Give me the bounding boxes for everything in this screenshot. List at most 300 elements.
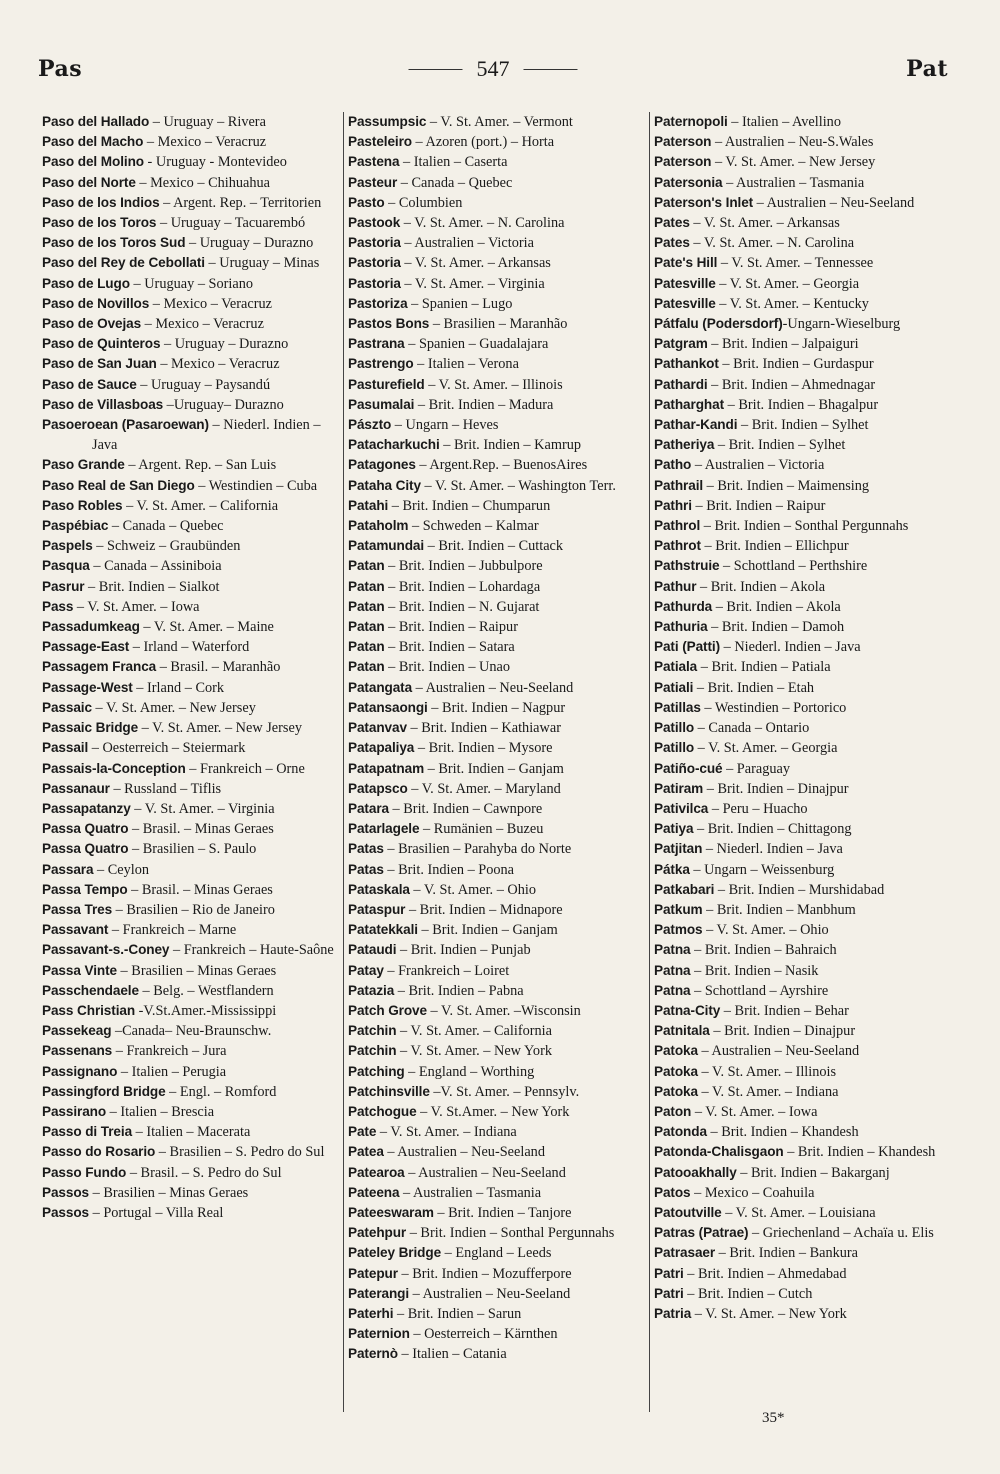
- entry-headword: Pasteur: [348, 174, 398, 190]
- gazetteer-entry: [348, 536, 644, 556]
- gazetteer-entry: [42, 213, 338, 233]
- gazetteer-entry: [42, 1041, 338, 1061]
- entry-location: – V. St. Amer. – New York: [396, 1043, 552, 1060]
- gazetteer-entry: [42, 597, 338, 617]
- entry-location: – V. St. Amer. – Arkansas: [689, 215, 840, 232]
- entry-headword: Patonda-Chalisgaon: [654, 1144, 784, 1160]
- gazetteer-entry: [42, 476, 338, 496]
- entry-headword: Pathardi: [654, 376, 708, 392]
- entry-headword: Paso del Rey de Cebollati: [42, 255, 205, 271]
- entry-location: – Brit. Indien – Manbhum: [702, 901, 856, 918]
- entry-headword: Pasturefield: [348, 376, 425, 392]
- entry-location: – V. St. Amer. – Illinois: [697, 1063, 837, 1080]
- entry-headword: Patea: [348, 1144, 384, 1160]
- entry-headword: Patkabari: [654, 881, 715, 897]
- gazetteer-entry: [348, 1344, 644, 1364]
- entry-headword: Passa Quatro: [42, 821, 129, 837]
- gazetteer-entry: [348, 476, 644, 496]
- gazetteer-entry: [42, 274, 338, 294]
- entry-location: – Brit. Indien – Behar: [720, 1002, 849, 1019]
- entry-location: – Brit. Indien – Sarun: [393, 1305, 522, 1322]
- entry-location: – Brit. Indien – Ahmednagar: [707, 376, 876, 393]
- entry-headword: Patarlagele: [348, 821, 420, 837]
- entry-location: – Mexico – Veracruz: [141, 316, 264, 333]
- entry-headword: Passadumkeag: [42, 619, 140, 635]
- gazetteer-entry: [654, 920, 950, 940]
- gazetteer-entry: [42, 455, 338, 475]
- gazetteer-entry: [348, 1264, 644, 1284]
- entry-headword: Pass Christian: [42, 1002, 136, 1018]
- gazetteer-entry: [348, 233, 644, 253]
- entry-location: – Brit. Indien – Sonthal Pergunnahs: [700, 518, 909, 535]
- entry-headword: Pastoria: [348, 235, 401, 251]
- gazetteer-entry: [348, 1183, 644, 1203]
- gazetteer-entry: [42, 738, 338, 758]
- entry-location: – Uruguay – Durazno: [160, 336, 289, 353]
- running-head-right: Pat: [906, 56, 948, 82]
- entry-headword: Pastrana: [348, 336, 405, 352]
- gazetteer-entry: [654, 274, 950, 294]
- entry-headword: Patillas: [654, 699, 701, 715]
- entry-headword: Patay: [348, 962, 384, 978]
- entry-headword: Passavant: [42, 922, 109, 938]
- entry-headword: Pastoria: [348, 255, 401, 271]
- gazetteer-entry: [42, 678, 338, 698]
- gazetteer-entry: [654, 637, 950, 657]
- gazetteer-entry: [654, 112, 950, 132]
- entry-location: – Engl. – Romford: [165, 1083, 277, 1100]
- entry-headword: Patiya: [654, 821, 694, 837]
- entry-headword: Paso del Macho: [42, 134, 144, 150]
- entry-location: – V. St. Amer. – California: [122, 497, 279, 514]
- gazetteer-entry: [42, 375, 338, 395]
- entry-headword: Pátfalu (Podersdorf): [654, 316, 783, 332]
- entry-headword: Pathrol: [654, 518, 701, 534]
- entry-location: – Brit. Indien – Bankura: [715, 1245, 859, 1262]
- entry-location: – Brit. Indien – Sonthal Pergunnahs: [406, 1225, 615, 1242]
- entry-location: – Frankreich – Haute-Saône: [169, 942, 334, 959]
- entry-headword: Patan: [348, 598, 385, 614]
- entry-headword: Paso del Hallado: [42, 114, 150, 129]
- gazetteer-entry: [654, 496, 950, 516]
- gazetteer-entry: [654, 779, 950, 799]
- entry-location: – Uruguay – Rivera: [149, 114, 266, 130]
- gazetteer-entry: [348, 577, 644, 597]
- entry-location: – Schottland – Ayrshire: [690, 982, 829, 999]
- gazetteer-entry: [654, 1102, 950, 1122]
- entry-location: – V. St. Amer. – Georgia: [715, 275, 860, 292]
- gazetteer-entry: [42, 395, 338, 415]
- gazetteer-entry: [42, 860, 338, 880]
- entry-location: – Peru – Huacho: [708, 800, 808, 817]
- gazetteer-entry: [42, 536, 338, 556]
- gazetteer-columns: [42, 112, 948, 1412]
- entry-headword: Paso de los Toros Sud: [42, 235, 186, 251]
- gazetteer-entry: [348, 274, 644, 294]
- entry-location: – Brit. Indien – Sylhet: [737, 417, 869, 434]
- entry-location: – Brit. Indien – Satara: [384, 639, 515, 656]
- gazetteer-entry: [654, 738, 950, 758]
- entry-headword: Pasumalai: [348, 396, 415, 412]
- gazetteer-entry: [654, 193, 950, 213]
- entry-location: – Canada – Assiniboia: [89, 558, 222, 575]
- entry-headword: Pathuria: [654, 619, 708, 635]
- entry-location: – V. St. Amer. – New Jersey: [91, 699, 256, 716]
- gazetteer-entry: [654, 375, 950, 395]
- entry-location: – Griechenland – Achaïa u. Elis: [748, 1225, 934, 1242]
- gazetteer-entry: [654, 1203, 950, 1223]
- gazetteer-entry: [348, 1021, 644, 1041]
- entry-headword: Pass: [42, 598, 74, 614]
- entry-location: – Australien – Victoria: [400, 235, 534, 252]
- entry-location: – Brit. Indien – Tanjore: [433, 1204, 572, 1221]
- entry-headword: Paterson: [654, 154, 712, 170]
- entry-location: – Niederl. Indien – Java: [720, 639, 861, 656]
- entry-location: – Brit. Indien – Lohardaga: [384, 578, 541, 595]
- gazetteer-entry: [654, 415, 950, 435]
- gazetteer-entry: [654, 698, 950, 718]
- entry-headword: Patjitan: [654, 841, 703, 857]
- entry-location: – Frankreich – Marne: [108, 922, 237, 939]
- gazetteer-entry: [654, 516, 950, 536]
- entry-location: – V. St. Amer. – Illinois: [424, 376, 563, 393]
- entry-location: – Mexico – Veracruz: [143, 134, 267, 151]
- entry-location: – Brit. Indien – Akola: [712, 598, 841, 615]
- entry-location: – Brasilien – Parahyba do Norte: [383, 841, 572, 858]
- gazetteer-entry: [42, 1062, 338, 1082]
- gazetteer-entry: [654, 617, 950, 637]
- entry-headword: Passos: [42, 1204, 90, 1220]
- gazetteer-entry: [654, 718, 950, 738]
- gazetteer-entry: [654, 294, 950, 314]
- entry-headword: Pászto: [348, 417, 392, 433]
- entry-headword: Paso de Novillos: [42, 295, 150, 311]
- entry-headword: Pataholm: [348, 518, 409, 534]
- gazetteer-entry: [348, 132, 644, 152]
- entry-headword: Pataskala: [348, 881, 410, 897]
- entry-headword: Patan: [348, 659, 385, 675]
- entry-location: – Brit. Indien – Kamrup: [439, 437, 581, 454]
- gazetteer-entry: [348, 981, 644, 1001]
- entry-location: – Westindien – Portorico: [700, 699, 847, 716]
- entry-location: – Niederl. Indien – Java: [92, 417, 321, 454]
- entry-location: – Brasil. – S. Pedro do Sul: [126, 1164, 282, 1181]
- gazetteer-entry: [654, 233, 950, 253]
- gazetteer-entry: [42, 1142, 338, 1162]
- entry-location: – Argent. Rep. – Territorien: [159, 194, 322, 211]
- entry-headword: Paso de Villasboas: [42, 396, 164, 412]
- page-number: 547: [476, 56, 510, 81]
- gazetteer-entry: [654, 334, 950, 354]
- entry-headword: Patapatnam: [348, 760, 425, 776]
- entry-location: – V. St. Amer. – Washington Terr.: [420, 477, 616, 494]
- entry-location: – V. St. Amer. – Vermont: [426, 114, 573, 130]
- entry-headword: Patas: [348, 861, 384, 877]
- page-number-block: [409, 56, 578, 82]
- entry-location: – Brasilien – S. Pedro do Sul: [155, 1144, 325, 1161]
- gazetteer-entry: [654, 678, 950, 698]
- entry-location: – Russland – Tiflis: [109, 780, 222, 797]
- gazetteer-entry: [654, 597, 950, 617]
- entry-location: – Spanien – Guadalajara: [404, 336, 549, 353]
- entry-location: – Brasilien – Rio de Janeiro: [112, 901, 275, 918]
- entry-location: – Brit. Indien – Khandesh: [706, 1124, 859, 1141]
- entry-headword: Pathrot: [654, 538, 701, 554]
- gazetteer-entry: [654, 860, 950, 880]
- gazetteer-entry: [42, 253, 338, 273]
- entry-location: – V. St. Amer. – Ohio: [702, 922, 829, 939]
- gazetteer-entry: [654, 152, 950, 172]
- entry-headword: Patagones: [348, 457, 416, 473]
- gazetteer-entry: [348, 253, 644, 273]
- gazetteer-entry: [42, 637, 338, 657]
- entry-headword: Paternion: [348, 1326, 410, 1342]
- entry-location: – Brit. Indien – Bahraich: [690, 942, 837, 959]
- entry-headword: Pasqua: [42, 558, 90, 574]
- entry-headword: Patesville: [654, 275, 716, 291]
- entry-headword: Passirano: [42, 1103, 107, 1119]
- entry-headword: Passapatanzy: [42, 800, 131, 816]
- entry-location: – Brasilien – Minas Geraes: [89, 1184, 249, 1201]
- entry-location: – Schweiz – Graubünden: [92, 538, 241, 555]
- entry-location: – Brit. Indien – Unao: [384, 659, 511, 676]
- gazetteer-entry: [42, 577, 338, 597]
- entry-headword: Patiño-cué: [654, 760, 723, 776]
- entry-location: – Brasilien – Minas Geraes: [116, 962, 277, 979]
- entry-headword: Passais-la-Conception: [42, 760, 186, 776]
- entry-headword: Patan: [348, 578, 385, 594]
- gazetteer-entry: [654, 213, 950, 233]
- entry-location: – Brit. Indien – Pabna: [394, 982, 524, 999]
- entry-location: – V. St. Amer. – New York: [691, 1305, 847, 1322]
- entry-location: – Uruguay – Durazno: [185, 235, 314, 252]
- entry-location: – Brit. Indien – Dinajpur: [709, 1023, 856, 1040]
- gazetteer-entry: [654, 799, 950, 819]
- gazetteer-entry: [348, 395, 644, 415]
- entry-location: – Frankreich – Orne: [185, 760, 305, 777]
- entry-headword: Patillo: [654, 720, 695, 736]
- entry-headword: Passchendaele: [42, 982, 139, 998]
- entry-headword: Patchin: [348, 1023, 397, 1039]
- gazetteer-entry: [348, 1203, 644, 1223]
- entry-location: – Belg. – Westflandern: [138, 982, 274, 999]
- entry-headword: Paterson's Inlet: [654, 194, 754, 210]
- entry-location: – Ungarn – Heves: [391, 417, 499, 434]
- gazetteer-entry: [348, 961, 644, 981]
- entry-headword: Paso Grande: [42, 457, 125, 473]
- gazetteer-entry: [654, 657, 950, 677]
- entry-location: – V. St. Amer. – Iowa: [691, 1103, 818, 1120]
- entry-headword: Pati (Patti): [654, 639, 721, 655]
- entry-headword: Paternopoli: [654, 114, 728, 129]
- gazetteer-entry: [42, 1122, 338, 1142]
- gazetteer-entry: [348, 435, 644, 455]
- gazetteer-entry: [654, 1001, 950, 1021]
- gazetteer-entry: [42, 112, 338, 132]
- entry-headword: Pates: [654, 235, 690, 251]
- entry-location: – Brasil. – Minas Geraes: [127, 881, 273, 898]
- entry-headword: Patri: [654, 1265, 684, 1281]
- entry-location: – Italien – Catania: [397, 1346, 507, 1363]
- gazetteer-entry: [42, 193, 338, 213]
- entry-location: – Mexico – Chihuahua: [135, 174, 271, 191]
- entry-location: – V. St. Amer. – Indiana: [376, 1124, 517, 1141]
- entry-headword: Passara: [42, 861, 94, 877]
- gazetteer-entry: [654, 1243, 950, 1263]
- entry-location: – Brit. Indien – Khandesh: [783, 1144, 936, 1161]
- column-3: [654, 112, 950, 1324]
- gazetteer-entry: [654, 1163, 950, 1183]
- entry-location: – V. St. Amer. – Virginia: [130, 800, 275, 817]
- entry-headword: Passage-East: [42, 639, 130, 655]
- entry-headword: Paterangi: [348, 1285, 410, 1301]
- entry-headword: Patna: [654, 962, 691, 978]
- entry-location: – Uruguay – Paysandú: [136, 376, 271, 393]
- entry-location: – Brasilien – S. Paulo: [128, 841, 257, 858]
- gazetteer-entry: [42, 233, 338, 253]
- gazetteer-entry: [654, 1122, 950, 1142]
- entry-headword: Pataspur: [348, 901, 406, 917]
- entry-headword: Paso de Quinteros: [42, 336, 161, 352]
- entry-headword: Patapsco: [348, 780, 408, 796]
- entry-location: – Canada – Quebec: [397, 174, 513, 191]
- entry-headword: Paso Robles: [42, 497, 123, 513]
- gazetteer-entry: [42, 799, 338, 819]
- entry-location: – Brit. Indien – N. Gujarat: [384, 598, 540, 615]
- gazetteer-entry: [42, 759, 338, 779]
- entry-headword: Patas: [348, 841, 384, 857]
- entry-headword: Patonda: [654, 1124, 707, 1140]
- entry-location: –V. St. Amer. – Pennsylv.: [429, 1083, 580, 1100]
- gazetteer-entry: [654, 880, 950, 900]
- gazetteer-entry: [348, 759, 644, 779]
- gazetteer-entry: [348, 617, 644, 637]
- entry-headword: Patangata: [348, 679, 413, 695]
- entry-headword: Pateena: [348, 1184, 400, 1200]
- entry-location: – Brit. Indien – Ganjam: [417, 922, 558, 939]
- gazetteer-entry: [348, 900, 644, 920]
- gazetteer-entry: [654, 819, 950, 839]
- entry-headword: Patearoa: [348, 1164, 405, 1180]
- entry-headword: Patria: [654, 1305, 692, 1321]
- gazetteer-entry: [654, 314, 950, 334]
- entry-location: – Columbien: [384, 194, 463, 211]
- entry-headword: Pate: [348, 1124, 377, 1140]
- entry-location: – Brasil. – Maranhão: [156, 659, 281, 676]
- entry-headword: Pastena: [348, 154, 400, 170]
- entry-headword: Patoka: [654, 1043, 698, 1059]
- header-rule-left: [409, 69, 463, 70]
- entry-headword: Patepur: [348, 1265, 398, 1281]
- entry-headword: Paso Real de San Diego: [42, 477, 195, 493]
- entry-location: – Australien – Tasmania: [722, 174, 865, 191]
- entry-headword: Patiala: [654, 659, 698, 675]
- gazetteer-entry: [348, 1142, 644, 1162]
- entry-headword: Paso del Norte: [42, 174, 136, 190]
- gazetteer-entry: [42, 617, 338, 637]
- entry-headword: Patkum: [654, 901, 703, 917]
- gazetteer-entry: [348, 1062, 644, 1082]
- entry-location: – Brit. Indien – Akola: [696, 578, 826, 595]
- gazetteer-entry: [42, 1102, 338, 1122]
- entry-headword: Patna: [654, 982, 691, 998]
- gazetteer-entry: [42, 961, 338, 981]
- entry-location: – Uruguay – Tacuarembó: [156, 215, 306, 232]
- entry-location: – Paraguay: [722, 760, 790, 777]
- entry-location: – Brit. Indien – Damoh: [707, 619, 845, 636]
- entry-location: – Azoren (port.) – Horta: [411, 134, 555, 151]
- entry-headword: Passail: [42, 740, 89, 756]
- entry-location: – Oesterreich – Steiermark: [88, 740, 246, 757]
- gazetteer-entry: [348, 920, 644, 940]
- entry-headword: Patoka: [654, 1083, 698, 1099]
- entry-headword: Passage-West: [42, 679, 133, 695]
- entry-headword: Pathri: [654, 497, 692, 513]
- page-header: [38, 56, 948, 92]
- entry-headword: Passa Tres: [42, 901, 113, 917]
- gazetteer-entry: [348, 375, 644, 395]
- entry-headword: Patch Grove: [348, 1002, 427, 1018]
- entry-headword: Paso de San Juan: [42, 356, 157, 372]
- entry-headword: Paso de Sauce: [42, 376, 137, 392]
- entry-location: – Brit. Indien – Chumparun: [388, 497, 551, 514]
- entry-location: – Brit. Indien – Punjab: [396, 942, 531, 959]
- entry-headword: Pastoriza: [348, 295, 408, 311]
- gazetteer-entry: [42, 1082, 338, 1102]
- entry-location: – Brit. Indien – Poona: [383, 861, 515, 878]
- gazetteer-entry: [348, 1163, 644, 1183]
- entry-location: – Italien – Perugia: [117, 1063, 227, 1080]
- entry-location: – V. St. Amer. – Tennessee: [717, 255, 874, 272]
- gazetteer-entry: [42, 314, 338, 334]
- gazetteer-entry: [654, 435, 950, 455]
- gazetteer-entry: [348, 839, 644, 859]
- entry-location: – Italien – Avellino: [727, 114, 841, 130]
- gazetteer-entry: [348, 657, 644, 677]
- gazetteer-entry: [348, 1243, 644, 1263]
- column-1: [42, 112, 338, 1223]
- gazetteer-entry: [348, 314, 644, 334]
- entry-location: – Brit. Indien – Nasik: [690, 962, 819, 979]
- gazetteer-entry: [654, 455, 950, 475]
- entry-headword: Patna-City: [654, 1002, 721, 1018]
- gazetteer-entry: [654, 1264, 950, 1284]
- gazetteer-entry: [348, 415, 644, 435]
- entry-location: – Australien – Victoria: [691, 457, 825, 474]
- entry-headword: Paso de los Indios: [42, 194, 160, 210]
- gazetteer-entry: [348, 112, 644, 132]
- gazetteer-entry: [654, 253, 950, 273]
- entry-location: – Brit. Indien – Jalpaiguri: [707, 336, 859, 353]
- entry-headword: Passa Quatro: [42, 841, 129, 857]
- gazetteer-entry: [42, 556, 338, 576]
- gazetteer-entry: [348, 516, 644, 536]
- entry-headword: Passavant-s.-Coney: [42, 942, 170, 958]
- gazetteer-entry: [42, 132, 338, 152]
- entry-headword: Pasrur: [42, 578, 85, 594]
- entry-location: – V. St. Amer. – Kentucky: [715, 295, 869, 312]
- gazetteer-entry: [348, 556, 644, 576]
- gazetteer-entry: [654, 1041, 950, 1061]
- entry-location: – Brit. Indien – Etah: [693, 679, 815, 696]
- entry-headword: Patrasaer: [654, 1245, 716, 1261]
- gazetteer-entry: [654, 1304, 950, 1324]
- gazetteer-entry: [348, 1122, 644, 1142]
- entry-headword: Paternò: [348, 1346, 398, 1362]
- entry-location: – England – Worthing: [404, 1063, 535, 1080]
- entry-location: – Rumänien – Buzeu: [419, 821, 544, 838]
- gazetteer-entry: [654, 759, 950, 779]
